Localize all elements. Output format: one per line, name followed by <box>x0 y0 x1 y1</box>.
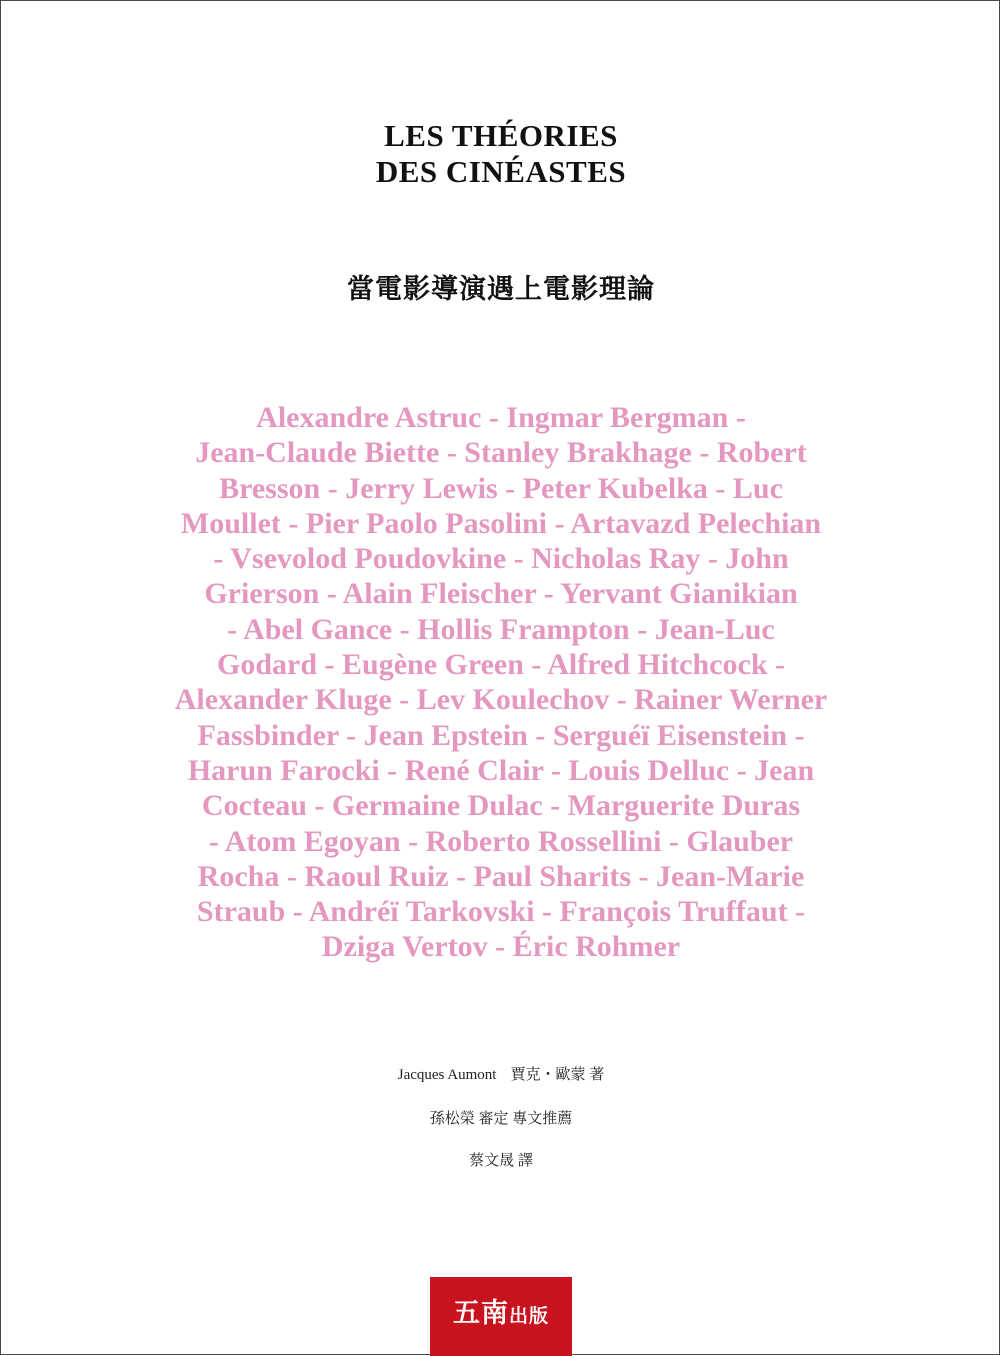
names-line: Alexander Kluge - Lev Koulechov - Rainer Werner <box>174 683 828 717</box>
publisher-name: 五南 <box>452 1298 509 1329</box>
names-line: Moullet - Pier Paolo Pasolini - Artavazd Pelechian <box>180 506 822 540</box>
filmmaker-names <box>1 400 1000 965</box>
publisher-label <box>430 1291 572 1330</box>
names-line: - Atom Egoyan - Roberto Rossellini - Glauber <box>208 824 794 858</box>
names-line: Harun Farocki - René Clair - Louis Delluc - Jean <box>187 753 815 787</box>
names-line: Straub - Andréï Tarkovski - François Truffaut - <box>196 895 806 929</box>
book-title <box>1 118 1000 190</box>
names-line: Grierson - Alain Fleischer - Yervant Gianikian <box>204 577 798 611</box>
names-line: Fassbinder - Jean Epstein - Serguéï Eisenstein - <box>197 718 805 752</box>
author-latin-name: Jacques Aumont <box>397 1067 497 1083</box>
names-line: Bresson - Jerry Lewis - Peter Kubelka - Luc <box>219 471 783 505</box>
chinese-subtitle: 當電影導演遇上電影理論 <box>347 274 655 305</box>
author-credit <box>1 1063 1000 1084</box>
names-line: Alexandre Astruc - Ingmar Bergman - <box>256 401 746 434</box>
title-line-1: LES THÉORIES <box>384 118 618 153</box>
names-line: Jean-Claude Biette - Stanley Brakhage - Robert <box>195 436 807 470</box>
names-line: - Abel Gance - Hollis Frampton - Jean-Luc <box>227 612 775 646</box>
title-line-2: DES CINÉASTES <box>375 154 627 189</box>
names-line: Rocha - Raoul Ruiz - Paul Sharits - Jean-Marie <box>197 859 805 893</box>
publisher-logo <box>430 1277 572 1356</box>
names-line: Cocteau - Germaine Dulac - Marguerite Duras <box>201 789 801 823</box>
names-line: Godard - Eugène Green - Alfred Hitchcock - <box>216 648 785 682</box>
publisher-suffix: 出版 <box>508 1305 549 1327</box>
reviewer-credit: 孫松榮 審定 專文推薦 <box>429 1111 573 1127</box>
author-chinese-name: 賈克・歐蒙 著 <box>510 1067 605 1083</box>
names-line: Dziga Vertov - Éric Rohmer <box>321 930 681 964</box>
names-line: - Vsevolod Poudovkine - Nicholas Ray - John <box>213 542 789 576</box>
translator-credit: 蔡文晟 譯 <box>469 1153 533 1169</box>
